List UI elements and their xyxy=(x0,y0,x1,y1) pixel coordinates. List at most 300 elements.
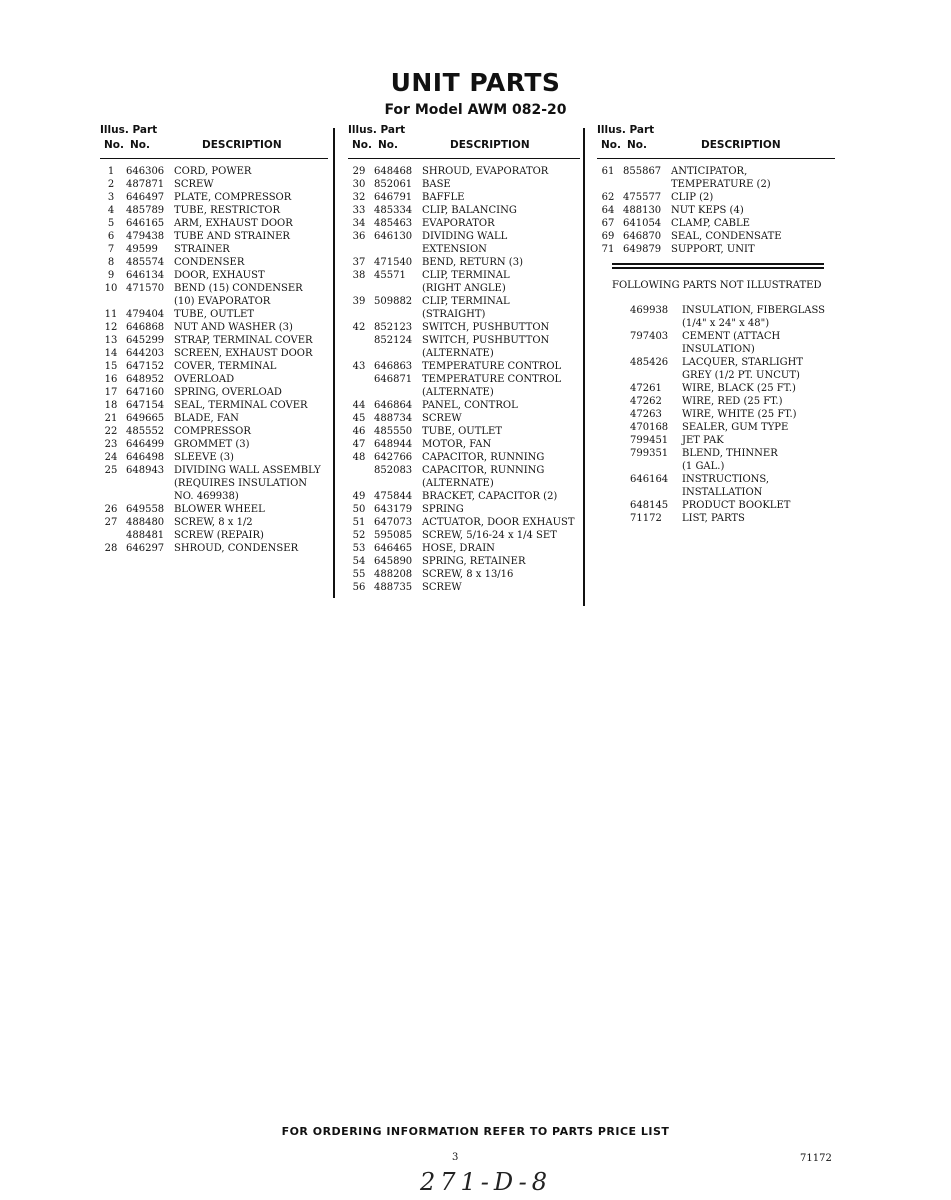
part-number: 646164 xyxy=(630,474,669,485)
part-row xyxy=(348,282,580,295)
illus-number: 11 xyxy=(104,309,118,320)
illus-number: 15 xyxy=(104,361,118,372)
not-illustrated-row xyxy=(630,356,840,369)
part-description: OVERLOAD xyxy=(174,374,235,385)
part-row xyxy=(100,399,328,412)
part-description: (1 GAL.) xyxy=(682,461,725,472)
part-number: 799351 xyxy=(630,448,669,459)
column-header xyxy=(100,124,328,159)
column-header xyxy=(348,124,580,159)
part-number xyxy=(370,308,422,321)
not-illustrated-row xyxy=(630,421,840,434)
part-row xyxy=(348,217,580,230)
header-illus-part: Illus. Part xyxy=(597,124,655,136)
illus-number: 17 xyxy=(104,387,118,398)
not-illustrated-list xyxy=(630,304,840,525)
part-number: 646871 xyxy=(374,374,413,385)
part-row xyxy=(100,282,328,295)
part-number: 646870 xyxy=(623,231,662,242)
part-row xyxy=(348,308,580,321)
part-number: 645299 xyxy=(126,335,165,346)
part-row xyxy=(100,477,328,490)
part-description: BEND, RETURN (3) xyxy=(422,257,523,268)
part-description: CORD, POWER xyxy=(174,166,252,177)
header-illus-no: No. xyxy=(601,139,621,151)
illus-number: 7 xyxy=(107,244,115,255)
part-number: 488735 xyxy=(374,582,413,593)
part-description: BASE xyxy=(422,179,451,190)
illus-number: 47 xyxy=(352,439,366,450)
part-description: TEMPERATURE CONTROL xyxy=(422,361,562,372)
part-row xyxy=(348,477,580,490)
not-illustrated-row xyxy=(630,369,840,382)
part-row xyxy=(348,204,580,217)
part-row xyxy=(348,464,580,477)
part-row xyxy=(348,360,580,373)
illus-number: 9 xyxy=(107,270,115,281)
part-description: CLIP, TERMINAL xyxy=(422,296,510,307)
part-description: TEMPERATURE CONTROL xyxy=(422,374,562,385)
part-row xyxy=(100,360,328,373)
part-row xyxy=(348,581,580,594)
part-number: 469938 xyxy=(630,305,669,316)
part-row xyxy=(100,542,328,555)
part-number: 471570 xyxy=(126,283,165,294)
illus-number xyxy=(348,282,370,295)
not-illustrated-row xyxy=(630,512,840,525)
part-description: CAPACITOR, RUNNING xyxy=(422,465,545,476)
part-number: 648944 xyxy=(374,439,413,450)
part-number: 649665 xyxy=(126,413,165,424)
illus-number xyxy=(100,295,122,308)
not-illustrated-row xyxy=(630,382,840,395)
illus-number: 39 xyxy=(352,296,366,307)
illus-number xyxy=(348,347,370,360)
part-number: 641054 xyxy=(623,218,662,229)
part-number: 471540 xyxy=(374,257,413,268)
part-row xyxy=(348,243,580,256)
illus-number xyxy=(348,243,370,256)
illus-number xyxy=(348,386,370,399)
header-part-no: No. xyxy=(378,139,398,151)
illus-number: 69 xyxy=(601,231,615,242)
part-description: INSTRUCTIONS, xyxy=(682,474,770,485)
part-row xyxy=(100,243,328,256)
part-number: 799451 xyxy=(630,435,669,446)
part-row xyxy=(100,230,328,243)
part-row xyxy=(348,516,580,529)
illus-number: 55 xyxy=(352,569,366,580)
part-number: 45571 xyxy=(374,270,406,281)
part-description: TEMPERATURE (2) xyxy=(671,179,771,190)
illus-number: 8 xyxy=(107,257,115,268)
part-number: 852123 xyxy=(374,322,413,333)
illus-number: 64 xyxy=(601,205,615,216)
part-number: 485550 xyxy=(374,426,413,437)
part-row xyxy=(348,490,580,503)
part-row xyxy=(348,269,580,282)
illus-number: 42 xyxy=(352,322,366,333)
header-illus-part: Illus. Part xyxy=(348,124,406,136)
part-description: SWITCH, PUSHBUTTON xyxy=(422,322,550,333)
part-number: 648145 xyxy=(630,500,669,511)
part-number: 852061 xyxy=(374,179,413,190)
illus-number: 16 xyxy=(104,374,118,385)
part-description: JET PAK xyxy=(682,435,724,446)
part-description: SEAL, TERMINAL COVER xyxy=(174,400,308,411)
part-number xyxy=(370,243,422,256)
illus-number: 3 xyxy=(107,192,115,203)
part-description: WIRE, RED (25 FT.) xyxy=(682,396,783,407)
part-number xyxy=(630,460,682,473)
part-description: CAPACITOR, RUNNING xyxy=(422,452,545,463)
part-description: (ALTERNATE) xyxy=(422,387,494,398)
part-description: TUBE, RESTRICTOR xyxy=(174,205,280,216)
part-number: 646130 xyxy=(374,231,413,242)
part-row xyxy=(100,308,328,321)
part-description: INSULATION, FIBERGLASS xyxy=(682,305,826,316)
part-number: 855867 xyxy=(623,166,662,177)
part-description: LACQUER, STARLIGHT xyxy=(682,357,804,368)
part-row xyxy=(100,178,328,191)
not-illustrated-row xyxy=(630,330,840,343)
part-number: 488208 xyxy=(374,569,413,580)
part-number xyxy=(630,317,682,330)
part-row xyxy=(597,165,835,178)
part-description: SCREW, 5/16-24 x 1/4 SET xyxy=(422,530,557,541)
not-illustrated-row xyxy=(630,460,840,473)
part-row xyxy=(100,334,328,347)
illus-number: 48 xyxy=(352,452,366,463)
part-number: 648943 xyxy=(126,465,165,476)
part-description: DIVIDING WALL xyxy=(422,231,508,242)
part-number: 649558 xyxy=(126,504,165,515)
illus-number: 49 xyxy=(352,491,366,502)
illus-number: 4 xyxy=(107,205,115,216)
part-number: 488481 xyxy=(126,530,165,541)
part-row xyxy=(100,464,328,477)
part-number: 852083 xyxy=(374,465,413,476)
section-rule xyxy=(612,267,824,269)
part-row xyxy=(348,451,580,464)
part-number xyxy=(370,386,422,399)
part-number: 646863 xyxy=(374,361,413,372)
not-illustrated-row xyxy=(630,304,840,317)
part-number: 485789 xyxy=(126,205,165,216)
part-description: SCREEN, EXHAUST DOOR xyxy=(174,348,313,359)
part-number: 646297 xyxy=(126,543,165,554)
part-number xyxy=(122,490,174,503)
part-number: 645890 xyxy=(374,556,413,567)
part-row xyxy=(100,438,328,451)
part-description: BAFFLE xyxy=(422,192,465,203)
part-number: 509882 xyxy=(374,296,413,307)
part-description: INSULATION) xyxy=(682,344,755,355)
illus-number xyxy=(100,490,122,503)
part-number: 646868 xyxy=(126,322,165,333)
part-number: 488734 xyxy=(374,413,413,424)
part-row xyxy=(100,529,328,542)
part-number xyxy=(370,477,422,490)
part-description: SCREW xyxy=(422,582,462,593)
part-number xyxy=(370,347,422,360)
illus-number: 2 xyxy=(107,179,115,190)
part-row xyxy=(100,412,328,425)
part-description: SHROUD, CONDENSER xyxy=(174,543,299,554)
not-illustrated-row xyxy=(630,317,840,330)
header-illus-part: Illus. Part xyxy=(100,124,158,136)
part-number: 485426 xyxy=(630,357,669,368)
part-number: 648468 xyxy=(374,166,413,177)
illus-number xyxy=(348,334,370,347)
illus-number: 22 xyxy=(104,426,118,437)
illus-number: 1 xyxy=(107,166,115,177)
part-number: 49599 xyxy=(126,244,158,255)
header-illus-no: No. xyxy=(104,139,124,151)
part-description: DOOR, EXHAUST xyxy=(174,270,265,281)
model-subtitle: For Model AWM 082-20 xyxy=(384,102,567,118)
part-number: 647154 xyxy=(126,400,165,411)
illus-number xyxy=(597,178,619,191)
part-number: 646498 xyxy=(126,452,165,463)
part-number: 47262 xyxy=(630,396,662,407)
illus-number: 62 xyxy=(601,192,615,203)
parts-column-2 xyxy=(348,124,580,594)
part-description: EXTENSION xyxy=(422,244,487,255)
column-divider xyxy=(583,128,585,606)
part-row xyxy=(597,178,835,191)
illus-number: 43 xyxy=(352,361,366,372)
part-description: STRAINER xyxy=(174,244,230,255)
part-description: SWITCH, PUSHBUTTON xyxy=(422,335,550,346)
illus-number: 29 xyxy=(352,166,366,177)
part-row xyxy=(348,386,580,399)
part-description: ANTICIPATOR, xyxy=(671,166,748,177)
part-description: PRODUCT BOOKLET xyxy=(682,500,791,511)
part-row xyxy=(348,165,580,178)
part-description: CLAMP, CABLE xyxy=(671,218,750,229)
part-description: TUBE, OUTLET xyxy=(422,426,503,437)
illus-number: 52 xyxy=(352,530,366,541)
illus-number: 56 xyxy=(352,582,366,593)
illus-number: 25 xyxy=(104,465,118,476)
illus-number: 33 xyxy=(352,205,366,216)
part-row xyxy=(100,217,328,230)
part-number: 485552 xyxy=(126,426,165,437)
illus-number xyxy=(348,373,370,386)
part-number: 646134 xyxy=(126,270,165,281)
page-title: UNIT PARTS xyxy=(390,68,561,97)
part-description: CONDENSER xyxy=(174,257,245,268)
column-header xyxy=(597,124,835,159)
part-row xyxy=(348,399,580,412)
part-description: (ALTERNATE) xyxy=(422,478,494,489)
illus-number: 37 xyxy=(352,257,366,268)
part-number: 647160 xyxy=(126,387,165,398)
part-description: SPRING, OVERLOAD xyxy=(174,387,282,398)
illus-number: 50 xyxy=(352,504,366,515)
part-row xyxy=(348,438,580,451)
part-number: 647152 xyxy=(126,361,165,372)
part-number: 47261 xyxy=(630,383,662,394)
part-description: SPRING, RETAINER xyxy=(422,556,526,567)
part-row xyxy=(348,347,580,360)
part-description: CEMENT (ATTACH xyxy=(682,331,781,342)
part-description: SEALER, GUM TYPE xyxy=(682,422,789,433)
header-description: DESCRIPTION xyxy=(450,139,530,151)
illus-number: 28 xyxy=(104,543,118,554)
part-row xyxy=(100,204,328,217)
part-number xyxy=(630,343,682,356)
not-illustrated-row xyxy=(630,486,840,499)
part-description: BRACKET, CAPACITOR (2) xyxy=(422,491,558,502)
illus-number: 14 xyxy=(104,348,118,359)
header-illus-no: No. xyxy=(352,139,372,151)
part-row xyxy=(100,269,328,282)
part-description: ACTUATOR, DOOR EXHAUST xyxy=(422,517,575,528)
header-part-no: No. xyxy=(130,139,150,151)
part-description: (ALTERNATE) xyxy=(422,348,494,359)
part-number: 485463 xyxy=(374,218,413,229)
part-row xyxy=(348,178,580,191)
part-row xyxy=(100,256,328,269)
part-number: 475577 xyxy=(623,192,662,203)
part-row xyxy=(100,490,328,503)
not-illustrated-row xyxy=(630,447,840,460)
section-rule xyxy=(612,263,824,265)
illus-number: 36 xyxy=(352,231,366,242)
part-description: TUBE AND STRAINER xyxy=(174,231,290,242)
part-row xyxy=(348,295,580,308)
part-description: NUT AND WASHER (3) xyxy=(174,322,293,333)
part-description: EVAPORATOR xyxy=(422,218,495,229)
parts-column-3 xyxy=(597,124,835,256)
not-illustrated-heading: FOLLOWING PARTS NOT ILLUSTRATED xyxy=(612,280,822,291)
part-description: SLEEVE (3) xyxy=(174,452,234,463)
part-description: INSTALLATION xyxy=(682,487,763,498)
illus-number xyxy=(100,529,122,542)
part-row xyxy=(348,425,580,438)
part-number: 479404 xyxy=(126,309,165,320)
part-number: 649879 xyxy=(623,244,662,255)
part-number: 647073 xyxy=(374,517,413,528)
part-description: BLEND, THINNER xyxy=(682,448,778,459)
part-description: PLATE, COMPRESSOR xyxy=(174,192,292,203)
part-number: 595085 xyxy=(374,530,413,541)
part-description: SCREW (REPAIR) xyxy=(174,530,264,541)
part-description: DIVIDING WALL ASSEMBLY xyxy=(174,465,321,476)
part-description: SUPPORT, UNIT xyxy=(671,244,755,255)
part-description: CLIP, TERMINAL xyxy=(422,270,510,281)
part-description: BLADE, FAN xyxy=(174,413,239,424)
illus-number: 54 xyxy=(352,556,366,567)
part-number: 485574 xyxy=(126,257,165,268)
part-number: 488480 xyxy=(126,517,165,528)
part-number: 646165 xyxy=(126,218,165,229)
illus-number: 51 xyxy=(352,517,366,528)
part-number xyxy=(122,477,174,490)
part-number: 644203 xyxy=(126,348,165,359)
part-description: ARM, EXHAUST DOOR xyxy=(174,218,293,229)
illus-number: 5 xyxy=(107,218,115,229)
illus-number: 44 xyxy=(352,400,366,411)
part-row xyxy=(100,386,328,399)
part-number xyxy=(630,369,682,382)
part-description: LIST, PARTS xyxy=(682,513,745,524)
illus-number: 30 xyxy=(352,179,366,190)
illus-number xyxy=(100,477,122,490)
illus-number: 6 xyxy=(107,231,115,242)
part-row xyxy=(348,373,580,386)
part-number xyxy=(122,295,174,308)
part-row xyxy=(348,256,580,269)
part-number xyxy=(370,282,422,295)
part-row xyxy=(100,191,328,204)
illus-number xyxy=(348,477,370,490)
part-row xyxy=(348,555,580,568)
part-number: 47263 xyxy=(630,409,662,420)
part-number: 643179 xyxy=(374,504,413,515)
part-number xyxy=(630,486,682,499)
part-number: 646499 xyxy=(126,439,165,450)
page-number: 3 xyxy=(452,1152,459,1163)
part-description: COVER, TERMINAL xyxy=(174,361,277,372)
part-row xyxy=(597,243,835,256)
part-description: SEAL, CONDENSATE xyxy=(671,231,782,242)
illus-number: 53 xyxy=(352,543,366,554)
handwritten-note: 271-D-8 xyxy=(420,1168,552,1196)
part-row xyxy=(597,230,835,243)
illus-number: 61 xyxy=(601,166,615,177)
illus-number: 34 xyxy=(352,218,366,229)
header-description: DESCRIPTION xyxy=(701,139,781,151)
part-row xyxy=(100,295,328,308)
part-description: NO. 469938) xyxy=(174,491,239,502)
part-description: MOTOR, FAN xyxy=(422,439,492,450)
part-number: 646864 xyxy=(374,400,413,411)
illus-number: 18 xyxy=(104,400,118,411)
part-number: 488130 xyxy=(623,205,662,216)
illus-number: 32 xyxy=(352,192,366,203)
part-description: NUT KEPS (4) xyxy=(671,205,744,216)
part-description: SCREW xyxy=(174,179,214,190)
parts-column-1 xyxy=(100,124,328,555)
part-row xyxy=(348,230,580,243)
illus-number: 38 xyxy=(352,270,366,281)
part-number: 475844 xyxy=(374,491,413,502)
part-description: (STRAIGHT) xyxy=(422,309,486,320)
part-description: SPRING xyxy=(422,504,464,515)
part-row xyxy=(100,451,328,464)
part-row xyxy=(348,191,580,204)
part-number: 71172 xyxy=(630,513,662,524)
part-description: SCREW xyxy=(422,413,462,424)
part-row xyxy=(348,529,580,542)
part-number: 852124 xyxy=(374,335,413,346)
part-number: 646306 xyxy=(126,166,165,177)
part-row xyxy=(100,321,328,334)
part-number: 646465 xyxy=(374,543,413,554)
part-row xyxy=(348,542,580,555)
part-description: SCREW, 8 x 13/16 xyxy=(422,569,514,580)
part-description: GREY (1/2 PT. UNCUT) xyxy=(682,370,800,381)
part-row xyxy=(348,412,580,425)
illus-number: 10 xyxy=(104,283,118,294)
part-row xyxy=(100,165,328,178)
illus-number: 13 xyxy=(104,335,118,346)
part-row xyxy=(348,568,580,581)
part-description: SCREW, 8 x 1/2 xyxy=(174,517,253,528)
